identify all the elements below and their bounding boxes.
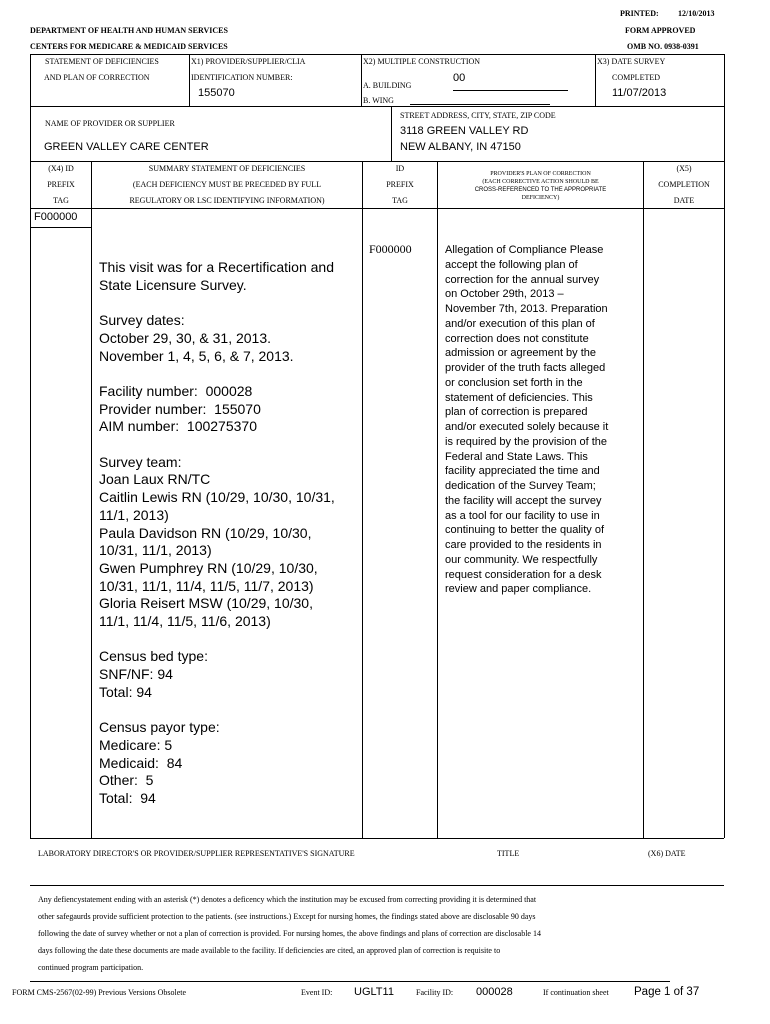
poc-line: and/or executed solely because it [445,421,609,433]
footnote-line: continued program participation. [38,963,144,972]
poc-label-4: DEFICIENCY) [521,195,560,201]
poc-line: admission or agreement by the [445,347,597,360]
id-label-2: PREFIX [386,180,414,189]
footnote-line: following the date of survey whether or not a plan of correction is provided. For nursing homes, the above findings and plans of correction are disclosable 14 [38,929,541,938]
survey-line: November 1, 4, 5, 6, & 7, 2013. [99,347,294,364]
statement-label-1: STATEMENT OF DEFICIENCIES [45,57,159,66]
survey-line: 11/1, 11/4, 11/5, 11/6, 2013) [99,613,271,630]
row1-divider-1 [189,54,190,106]
frame-right [724,54,725,838]
survey-line: AIM number: 100275370 [99,418,257,435]
survey-line: Total: 94 [99,683,152,700]
poc-label-3: CROSS-REFERENCED TO THE APPROPRIATE [474,187,607,193]
col-divider-1 [91,161,92,838]
footer-top-line [30,981,670,982]
id-label-1: ID [395,164,405,173]
poc-line: on October 29th, 2013 – [445,288,564,301]
survey-line: October 29, 30, & 31, 2013. [99,329,272,346]
wing-label: B. WING [363,96,394,105]
footnote-top-line [30,885,724,886]
survey-statement [99,259,357,808]
col-divider-2 [362,161,363,838]
x4-label-1: (X4) ID [48,164,74,173]
poc-line: correction does not constitute [445,332,589,345]
poc-line: November 7th, 2013. Preparation [445,303,608,315]
footnote-line: days following the date these documents are made available to the facility. If deficiencies are cited, an approved plan of correction is requisite to [38,946,501,955]
event-id-value: UGLT11 [354,986,394,998]
frame-bottom [30,838,724,839]
address-line-1: 3118 GREEN VALLEY RD [400,125,529,137]
printed-date: 12/10/2013 [678,9,715,18]
building-line [453,90,568,91]
summary-label-1: SUMMARY STATEMENT OF DEFICIENCIES [148,164,306,173]
x5-label-3: DATE [673,196,695,205]
plan-of-correction [445,243,641,597]
poc-line: the facility will accept the survey [445,494,602,507]
survey-line: 10/31, 11/1, 2013) [99,542,212,559]
survey-line [99,702,357,720]
x3-label-2: COMPLETED [612,73,660,82]
x5-label-1: (X5) [676,164,692,173]
x2-label: X2) MULTIPLE CONSTRUCTION [363,57,481,66]
survey-line [99,436,357,454]
printed-label: PRINTED: [620,9,659,18]
facility-id-value: 000028 [476,986,513,998]
survey-line: Paula Davidson RN (10/29, 10/30, [99,524,312,541]
footnote-line: other safegaurds provide sufficient protection to the patients. (see instructions.) Except for nursing homes, the findings stated above are disclosable 90 days [38,912,536,921]
survey-line: Survey team: [99,453,182,470]
statement-label-2: AND PLAN OF CORRECTION [44,73,150,82]
survey-line: Other: 5 [99,772,154,789]
poc-line: or conclusion set forth in the [445,376,583,389]
form-approved: FORM APPROVED [625,26,696,35]
row1-divider-2 [361,54,362,106]
survey-line: 11/1, 2013) [99,506,169,523]
title-label: TITLE [497,849,520,858]
x5-label-2: COMPLETION [658,180,710,189]
poc-label-1: PROVIDER'S PLAN OF CORRECTION [490,171,591,177]
x3-label-1: X3) DATE SURVEY [597,57,666,66]
x1-label-1: X1) PROVIDER/SUPPLIER/CLIA [191,57,306,66]
survey-completed-date: 11/07/2013 [612,87,667,99]
poc-line: accept the following plan of [445,258,578,271]
x4-label-2: PREFIX [47,180,75,189]
survey-line: This visit was for a Recertification and [99,259,334,275]
col-divider-3 [437,161,438,838]
survey-line: Survey dates: [99,312,185,329]
right-prefix-tag: F000000 [369,242,412,256]
left-prefix-tag: F000000 [34,211,78,223]
survey-line: Caitlin Lewis RN (10/29, 10/30, 10/31, [99,489,335,506]
poc-line: as a tool for our facility to use in [445,509,600,522]
column-header-bottom [30,208,724,209]
survey-line: Census payor type: [99,719,220,736]
signature-label: LABORATORY DIRECTOR'S OR PROVIDER/SUPPLIER REPRESENTATIVE'S SIGNATURE [38,849,355,858]
footnote-line: Any defiencystatement ending with an asterisk (*) denotes a deficency which the institution may be excused from correcting providing it is determined that [38,895,537,904]
survey-line: Joan Laux RN/TC [99,471,211,488]
poc-line: and/or execution of this plan of [445,317,595,330]
poc-line: statement of deficiencies. This [445,391,593,404]
building-label: A. BUILDING [363,81,412,90]
continuation-label: If continuation sheet [543,988,609,997]
x4-label-3: TAG [53,196,69,205]
survey-line: Medicare: 5 [99,736,173,753]
survey-line [99,631,357,649]
survey-line: State Licensure Survey. [99,276,247,293]
omb-number: OMB NO. 0938-0391 [627,42,699,51]
poc-line: Allegation of Compliance Please [445,244,604,256]
form-number: FORM CMS-2567(02-99) Previous Versions Obsolete [12,988,187,997]
summary-label-2: (EACH DEFICIENCY MUST BE PRECEDED BY FULL [132,180,322,189]
poc-line: dedication of the Survey Team; [445,480,596,492]
construction-value: 00 [453,72,466,84]
poc-line: continuing to better the quality of [445,524,604,537]
poc-line: correction for the annual survey [445,273,600,286]
provider-id-value: 155070 [198,87,235,99]
event-id-label: Event ID: [301,988,333,997]
row2-bottom [30,161,724,162]
poc-line: Federal and State Laws. This [445,450,588,463]
provider-name-label: NAME OF PROVIDER OR SUPPLIER [45,119,175,128]
survey-line: Facility number: 000028 [99,382,253,399]
poc-line: care provided to the residents in [445,539,602,551]
poc-line: review and paper compliance. [445,583,592,596]
survey-line: Provider number: 155070 [99,400,261,417]
date-label: (X6) DATE [648,849,686,858]
address-line-2: NEW ALBANY, IN 47150 [400,141,521,153]
facility-id-label: Facility ID: [416,988,454,997]
row1-bottom [30,106,724,107]
provider-name: GREEN VALLEY CARE CENTER [44,141,209,153]
wing-line [410,104,550,105]
survey-line: Gloria Reisert MSW (10/29, 10/30, [99,595,313,612]
survey-line: 10/31, 11/1, 11/4, 11/5, 11/7, 2013) [99,577,314,594]
x1-label-2: IDENTIFICATION NUMBER: [191,73,293,82]
page-number: Page 1 of 37 [634,986,700,998]
id-label-3: TAG [392,196,408,205]
survey-line: Total: 94 [99,790,156,807]
summary-label-3: REGULATORY OR LSC IDENTIFYING INFORMATION) [129,196,325,205]
survey-line: Gwen Pumphrey RN (10/29, 10/30, [99,559,318,576]
cms-title: CENTERS FOR MEDICARE & MEDICAID SERVICES [30,42,228,51]
dept-title: DEPARTMENT OF HEALTH AND HUMAN SERVICES [30,26,228,35]
col-divider-4 [643,161,644,838]
row1-divider-3 [595,54,596,106]
frame-top [30,54,724,55]
address-label: STREET ADDRESS, CITY, STATE, ZIP CODE [400,111,556,120]
disclosure-footnote [38,891,718,976]
poc-line: plan of correction is prepared [445,406,588,419]
survey-line [99,365,357,383]
poc-label-2: (EACH CORRECTIVE ACTION SHOULD BE [482,179,599,185]
poc-line: facility appreciated the time and [445,465,600,478]
poc-line: is required by the provision of the [445,435,608,448]
survey-line: Medicaid: 84 [99,754,183,771]
survey-line: SNF/NF: 94 [99,666,173,683]
survey-line [99,294,357,312]
left-tag-underline [30,227,91,228]
row2-divider [391,106,392,161]
survey-line: Census bed type: [99,648,208,665]
poc-line: provider of the truth facts alleged [445,362,606,374]
poc-line: our community. We respectfully [445,553,598,566]
poc-line: request consideration for a desk [445,568,602,581]
